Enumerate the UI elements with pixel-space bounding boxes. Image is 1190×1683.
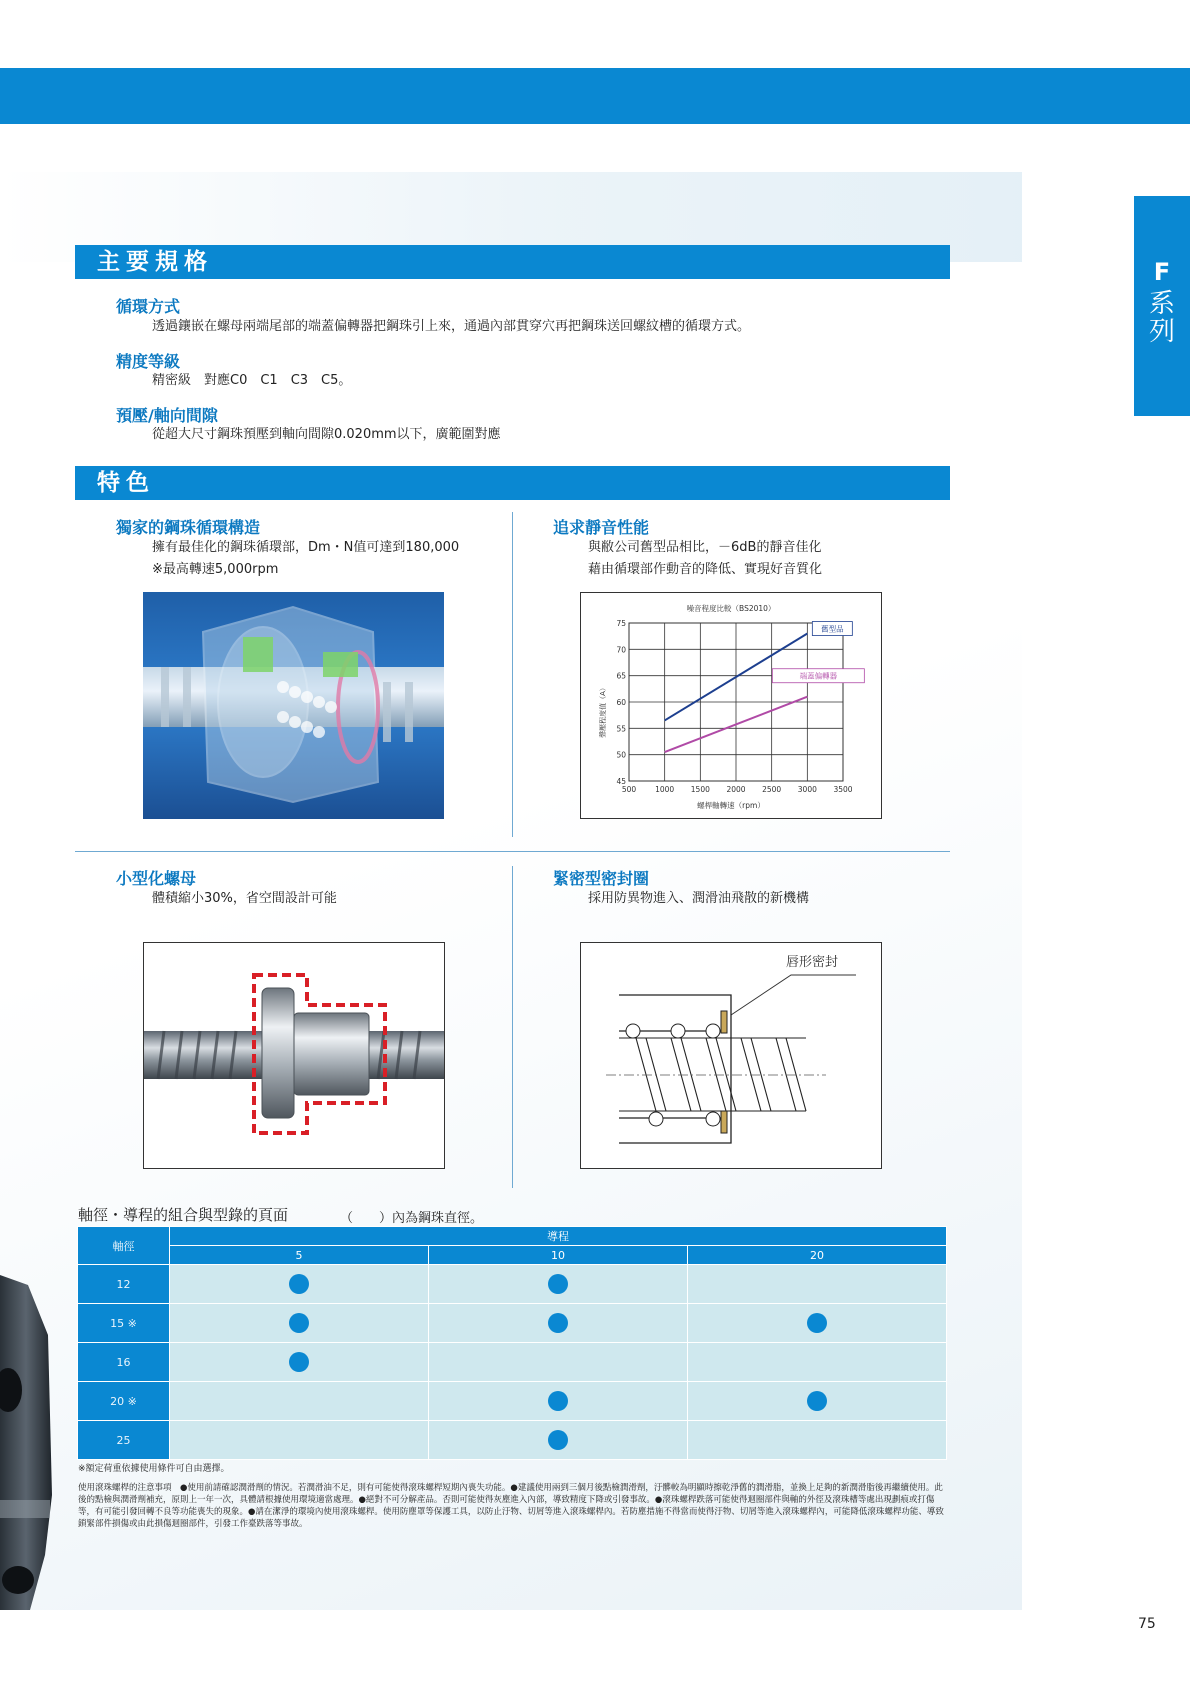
shaft-header: 軸徑 [78, 1227, 170, 1265]
chart-ylabel: 聲壓程度值（A） [599, 684, 607, 738]
table-header-row [78, 1227, 947, 1246]
availability-cell [688, 1304, 947, 1343]
table-row [78, 1265, 947, 1304]
availability-cell [170, 1304, 429, 1343]
feature-text-silent-2: 藉由循環部作動音的降低、實現好音質化 [588, 562, 823, 577]
seal-cross-section-drawing [580, 942, 882, 1169]
chart-xtick-label: 2000 [726, 785, 746, 794]
availability-cell [429, 1265, 688, 1304]
feature-heading-circulation: 獨家的鋼珠循環構造 [116, 518, 261, 537]
availability-cell [429, 1304, 688, 1343]
chart-ytick-label: 65 [616, 671, 626, 681]
feature-text-seal: 採用防異物進入、潤滑油飛散的新機構 [588, 891, 810, 906]
spec-heading-preload: 預壓/軸向間隙 [116, 406, 218, 425]
lead-table-title: 軸徑・導程的組合與型錄的頁面 [78, 1206, 289, 1224]
usage-caution-text: 使用滾珠螺桿的注意事項 ●使用前請確認潤滑劑的情況。若潤滑油不足，則有可能使得滾珠螺桿短期內喪失功能。●建議使用兩到三個月後點檢潤滑劑，汙髒較為明顯時擦乾淨舊的潤滑脂，並換上足夠的新潤滑脂後再繼續使用。此後的點檢與潤滑劑補充，原則上一年一次，具體請根據使用環境適當處理。●絕對不可分解產品。否則可能使得灰塵進入內部，導致精度下降或引發事故。●滾珠螺桿跌落可能使得迴圈部件與軸的外徑及滾珠槽等處出現劃痕或打傷等，有可能引發回轉不良等功能喪失的現象。●請在潔淨的環境內使用滾珠螺桿。使用防塵罩等保護工具，以防止汙物、切屑等進入滾珠螺桿內。若防塵措施不得當而使得汙物、切屑等進入滾珠螺桿內，可能降低滾珠螺桿功能、導致鎖緊部件損傷或由此損傷迴圈部件，引發工作臺跌落等事故。 [78, 1483, 944, 1529]
availability-cell [429, 1421, 688, 1460]
availability-cell [170, 1343, 429, 1382]
availability-cell [688, 1382, 947, 1421]
availability-cell [688, 1265, 947, 1304]
available-dot-icon [289, 1274, 309, 1294]
availability-cell [688, 1421, 947, 1460]
shaft-diameter-cell: 12 [78, 1265, 170, 1304]
availability-cell [170, 1421, 429, 1460]
chart-ytick-label: 50 [616, 750, 626, 760]
spec-text-accuracy: 精密級 對應C0 C1 C3 C5。 [152, 373, 352, 388]
divider-vertical-bottom [512, 866, 513, 1188]
series-side-tab [1134, 196, 1190, 416]
shaft-diameter-cell: 15 ※ [78, 1304, 170, 1343]
availability-cell [688, 1343, 947, 1382]
series-letter: F [1153, 258, 1171, 286]
availability-cell [429, 1382, 688, 1421]
chart-ytick-label: 55 [616, 724, 626, 734]
lead-5: 5 [170, 1246, 429, 1265]
available-dot-icon [548, 1313, 568, 1333]
feature-heading-silent: 追求靜音性能 [553, 518, 650, 537]
divider-vertical-top [512, 512, 513, 837]
feature-text-compact: 體積縮小30%，省空間設計可能 [152, 891, 337, 906]
divider-horizontal [75, 851, 950, 852]
availability-cell [429, 1343, 688, 1382]
feature-text-circulation-2: ※最高轉速5,000rpm [152, 562, 279, 577]
chart-legend-label: 舊型品 [821, 624, 844, 634]
chart-ytick-label: 70 [616, 645, 626, 655]
available-dot-icon [289, 1313, 309, 1333]
page-number: 75 [1138, 1616, 1156, 1632]
lead-values-row [78, 1246, 947, 1265]
available-dot-icon [289, 1352, 309, 1372]
chart-xtick-label: 1000 [655, 785, 675, 794]
feature-text-circulation-1: 擁有最佳化的鋼珠循環部，Dm・N值可達到180,000 [152, 540, 460, 555]
shaft-diameter-cell: 25 [78, 1421, 170, 1460]
compact-nut-photo [143, 942, 445, 1169]
table-row [78, 1421, 947, 1460]
lead-10: 10 [429, 1246, 688, 1265]
shaft-lead-table [77, 1226, 947, 1460]
noise-comparison-chart [580, 592, 882, 819]
chart-xtick-label: 500 [621, 785, 637, 794]
table-row [78, 1304, 947, 1343]
chart-xtick-label: 3500 [833, 785, 853, 794]
noise-chart-svg [581, 593, 881, 818]
availability-cell [170, 1265, 429, 1304]
available-dot-icon [807, 1313, 827, 1333]
spec-heading-accuracy: 精度等級 [116, 352, 181, 371]
shaft-diameter-cell: 16 [78, 1343, 170, 1382]
lip-seal-label: 唇形密封 [786, 955, 839, 970]
chart-ytick-label: 60 [616, 698, 626, 707]
lead-header: 導程 [170, 1227, 947, 1246]
table-footnote: ※額定荷重依據使用條件可自由選擇。 [78, 1464, 230, 1474]
chart-xtick-label: 1500 [690, 785, 710, 794]
section-title-specs: 主要規格 [75, 245, 950, 279]
feature-heading-seal: 緊密型密封圈 [553, 869, 650, 888]
feature-heading-compact: 小型化螺母 [116, 869, 197, 888]
product-photo-fragment [0, 1275, 60, 1610]
lead-table-note: （ ）內為鋼珠直徑。 [340, 1211, 484, 1226]
chart-ytick-label: 75 [616, 619, 626, 628]
chart-title: 噪音程度比較（BS2010） [686, 604, 776, 613]
spec-heading-circulation: 循環方式 [116, 297, 181, 316]
chart-xlabel: 螺桿軸轉速（rpm） [697, 801, 765, 810]
available-dot-icon [548, 1391, 568, 1411]
feature-text-silent-1: 與敝公司舊型品相比，－6dB的靜音佳化 [588, 540, 822, 555]
section-title-features: 特色 [75, 466, 950, 500]
available-dot-icon [548, 1430, 568, 1450]
chart-legend-label: 端蓋偏轉器 [799, 671, 838, 681]
lead-20: 20 [688, 1246, 947, 1265]
availability-cell [170, 1382, 429, 1421]
chart-ytick-label: 45 [616, 777, 626, 786]
chart-xtick-label: 2500 [762, 785, 782, 794]
series-label: 系列 [1148, 289, 1175, 347]
top-banner [0, 68, 1190, 124]
available-dot-icon [548, 1274, 568, 1294]
available-dot-icon [807, 1391, 827, 1411]
spec-text-circulation: 透過鑲嵌在螺母兩端尾部的端蓋偏轉器把鋼珠引上來，通過內部貫穿穴再把鋼珠送回螺紋槽的循環方式。 [152, 319, 751, 334]
table-row [78, 1382, 947, 1421]
chart-xtick-label: 3000 [797, 785, 817, 794]
shaft-diameter-cell: 20 ※ [78, 1382, 170, 1421]
spec-text-preload: 從超大尺寸鋼珠預壓到軸向間隙0.020mm以下，廣範圍對應 [152, 427, 501, 442]
table-row [78, 1343, 947, 1382]
ball-nut-render-image [143, 592, 444, 819]
